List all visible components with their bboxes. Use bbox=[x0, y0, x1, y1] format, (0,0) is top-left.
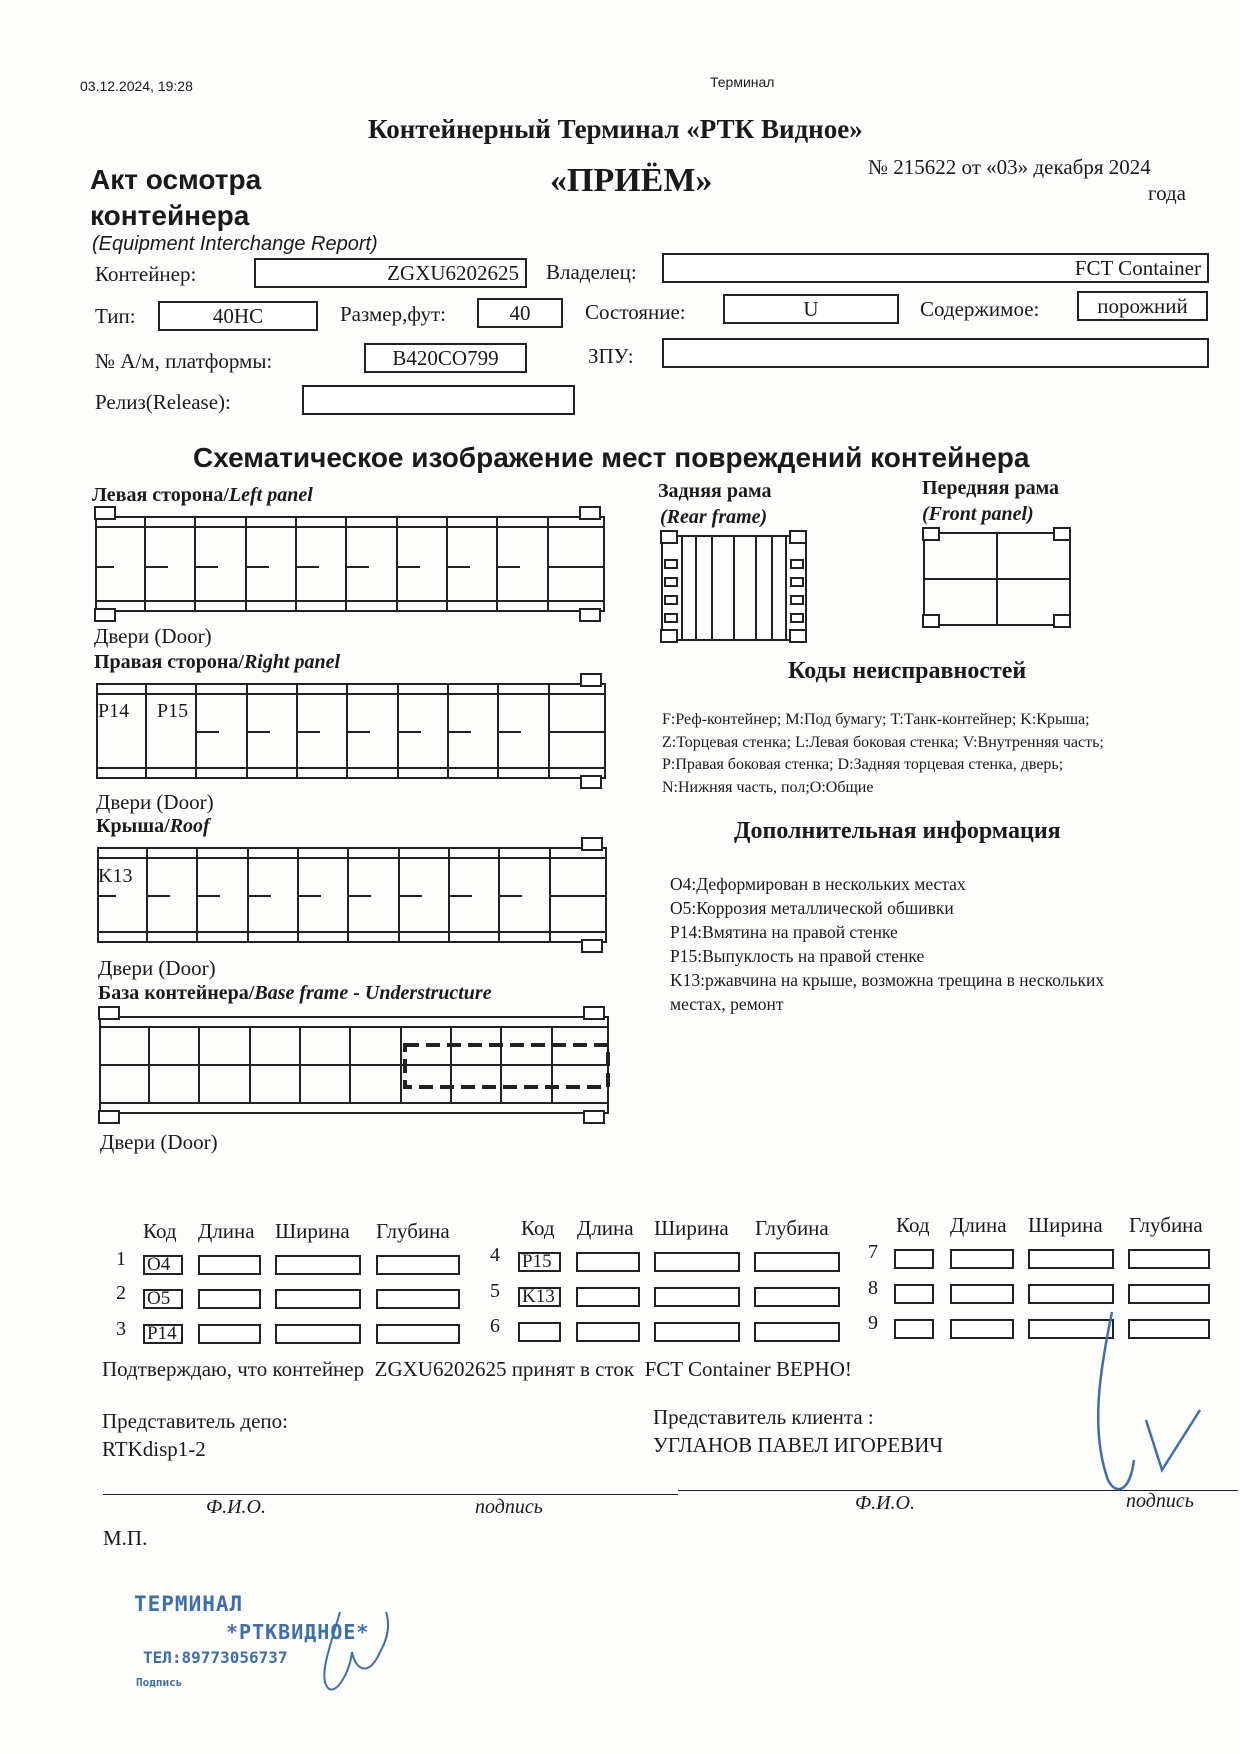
header-width: Ширина bbox=[275, 1219, 350, 1243]
vehicle-field[interactable]: В420СО799 bbox=[364, 343, 527, 373]
row-number: 5 bbox=[490, 1280, 500, 1302]
left-panel-door-label: Двери (Door) bbox=[94, 624, 212, 648]
damage-code-cell[interactable] bbox=[894, 1319, 934, 1339]
doc-subtitle: (Equipment Interchange Report) bbox=[92, 233, 378, 255]
damage-depth-cell[interactable] bbox=[754, 1322, 840, 1342]
info-line: K13:ржавчина на крыше, возможна трещина в нескольких bbox=[670, 970, 1105, 990]
damage-width-cell[interactable] bbox=[275, 1289, 361, 1309]
damage-width-cell[interactable] bbox=[1028, 1249, 1114, 1269]
row-number: 6 bbox=[490, 1315, 500, 1337]
damage-code-cell[interactable]: O4 bbox=[143, 1255, 183, 1275]
stamp-signature bbox=[310, 1592, 410, 1702]
roof-diagram bbox=[96, 836, 608, 952]
depot-fio-caption: Ф.И.О. bbox=[206, 1496, 266, 1518]
owner-field[interactable]: FCT Container bbox=[662, 253, 1209, 283]
codes-line: Z:Торцевая стенка; L:Левая боковая стенка; V:Внутренняя часть; bbox=[662, 733, 1104, 751]
damage-width-cell[interactable] bbox=[654, 1322, 740, 1342]
header-code: Код bbox=[896, 1213, 930, 1237]
info-line: P15:Выпуклость на правой стенке bbox=[670, 946, 925, 966]
client-rep-label: Представитель клиента : bbox=[653, 1405, 874, 1429]
info-title: Дополнительная информация bbox=[734, 818, 1061, 844]
info-line: O4:Деформирован в нескольких местах bbox=[670, 874, 966, 894]
damage-depth-cell[interactable] bbox=[754, 1252, 840, 1272]
print-header-title: Терминал bbox=[710, 74, 775, 90]
header-code: Код bbox=[521, 1216, 555, 1240]
seal-field[interactable] bbox=[662, 338, 1209, 368]
left-panel-title: Левая сторона/Left panel bbox=[92, 484, 313, 506]
damage-length-cell[interactable] bbox=[198, 1289, 261, 1309]
row-number: 4 bbox=[490, 1244, 500, 1266]
stamp-sign: Подпись bbox=[136, 1676, 183, 1689]
damage-depth-cell[interactable] bbox=[376, 1255, 460, 1275]
damage-code-cell[interactable]: P15 bbox=[518, 1252, 561, 1272]
row-number: 9 bbox=[868, 1312, 878, 1334]
header-length: Длина bbox=[577, 1216, 634, 1240]
right-panel-mark-p15: P15 bbox=[157, 700, 189, 722]
damage-length-cell[interactable] bbox=[950, 1249, 1014, 1269]
damage-length-cell[interactable] bbox=[576, 1287, 640, 1307]
state-label: Состояние: bbox=[585, 300, 686, 324]
damage-depth-cell[interactable] bbox=[754, 1287, 840, 1307]
codes-title: Коды неисправностей bbox=[788, 658, 1027, 684]
row-number: 7 bbox=[868, 1241, 878, 1263]
damage-code-cell[interactable]: P14 bbox=[143, 1324, 183, 1344]
roof-title: Крыша/Roof bbox=[96, 815, 210, 837]
damage-length-cell[interactable] bbox=[576, 1252, 640, 1272]
row-number: 1 bbox=[116, 1248, 126, 1270]
front-frame-title: Передняя рама bbox=[922, 477, 1060, 499]
codes-line: F:Реф-контейнер; M:Под бумагу; T:Танк-контейнер; K:Крыша; bbox=[662, 711, 1090, 728]
client-rep-name: УГЛАНОВ ПАВЕЛ ИГОРЕВИЧ bbox=[653, 1433, 944, 1457]
seal-label: ЗПУ: bbox=[588, 344, 634, 368]
base-frame-door-label: Двери (Door) bbox=[100, 1130, 218, 1154]
type-label: Тип: bbox=[95, 304, 136, 328]
info-line: O5:Коррозия металлической обшивки bbox=[670, 898, 954, 918]
codes-line: P:Правая боковая стенка; D:Задняя торцевая стенка, дверь; bbox=[662, 756, 1064, 773]
front-frame-subtitle: (Front panel) bbox=[922, 503, 1034, 525]
mode-title: «ПРИЁМ» bbox=[550, 162, 713, 199]
row-number: 8 bbox=[868, 1277, 878, 1299]
depot-signature-line bbox=[103, 1494, 678, 1495]
content-label: Содержимое: bbox=[920, 297, 1040, 321]
header-width: Ширина bbox=[654, 1216, 729, 1240]
right-panel-diagram bbox=[95, 672, 607, 788]
damage-depth-cell[interactable] bbox=[376, 1289, 460, 1309]
release-field[interactable] bbox=[302, 385, 575, 415]
print-datetime: 03.12.2024, 19:28 bbox=[80, 78, 193, 94]
type-field[interactable]: 40HC bbox=[158, 301, 318, 331]
vehicle-label: № А/м, платформы: bbox=[95, 349, 273, 373]
codes-list bbox=[662, 709, 1104, 799]
base-frame-diagram bbox=[98, 1005, 610, 1125]
info-list bbox=[670, 872, 1104, 1016]
content-field[interactable]: порожний bbox=[1077, 291, 1208, 321]
stamp-phone: ТЕЛ:89773056737 bbox=[143, 1648, 288, 1667]
doc-number: № 215622 от «03» декабря 2024 bbox=[868, 155, 1151, 179]
size-label: Размер,фут: bbox=[340, 302, 446, 326]
row-number: 3 bbox=[116, 1318, 126, 1340]
right-panel-door-label: Двери (Door) bbox=[96, 790, 214, 814]
damage-length-cell[interactable] bbox=[950, 1319, 1014, 1339]
doc-name bbox=[90, 162, 261, 234]
rear-frame-title: Задняя рама bbox=[658, 480, 772, 502]
container-field[interactable]: ZGXU6202625 bbox=[254, 258, 527, 288]
depot-signature-caption: подпись bbox=[475, 1496, 543, 1518]
right-panel-title: Правая сторона/Right panel bbox=[94, 651, 341, 673]
size-field[interactable]: 40 bbox=[477, 298, 563, 328]
right-panel-mark-p14: P14 bbox=[98, 700, 130, 722]
stamp-line-1: ТЕРМИНАЛ bbox=[134, 1592, 244, 1616]
damage-code-cell[interactable] bbox=[518, 1322, 561, 1342]
front-frame-diagram bbox=[922, 527, 1074, 631]
base-frame-title: База контейнера/Base frame - Understructure bbox=[98, 982, 492, 1004]
roof-mark-k13: K13 bbox=[98, 865, 133, 887]
left-panel-diagram bbox=[94, 505, 606, 621]
codes-line: N:Нижняя часть, пол;O:Общие bbox=[662, 778, 874, 796]
header-width: Ширина bbox=[1028, 1213, 1103, 1237]
damage-width-cell[interactable] bbox=[275, 1255, 361, 1275]
damage-code-cell[interactable] bbox=[894, 1284, 934, 1304]
info-line: местах, ремонт bbox=[670, 994, 784, 1014]
confirmation-text: Подтверждаю, что контейнер ZGXU6202625 принят в сток FCT Container ВЕРНО! bbox=[102, 1357, 852, 1381]
damage-width-cell[interactable] bbox=[654, 1252, 740, 1272]
damage-length-cell[interactable] bbox=[950, 1284, 1014, 1304]
doc-number-year: года bbox=[1148, 181, 1186, 205]
schema-title: Схематическое изображение мест повреждений контейнера bbox=[193, 442, 1030, 473]
header-depth: Глубина bbox=[755, 1216, 829, 1240]
doc-name-line-2: контейнера bbox=[90, 200, 250, 231]
state-field[interactable]: U bbox=[723, 294, 899, 324]
damage-code-cell[interactable]: O5 bbox=[143, 1289, 183, 1309]
rear-frame-diagram bbox=[660, 530, 810, 646]
damage-depth-cell[interactable] bbox=[1128, 1284, 1210, 1304]
header-depth: Глубина bbox=[1129, 1213, 1203, 1237]
depot-rep-label: Представитель депо: bbox=[102, 1409, 289, 1433]
container-label: Контейнер: bbox=[95, 262, 197, 286]
release-label: Релиз(Release): bbox=[95, 390, 231, 414]
seal-place-label: М.П. bbox=[103, 1526, 148, 1550]
damage-length-cell[interactable] bbox=[576, 1322, 640, 1342]
terminal-title: Контейнерный Терминал «РТК Видное» bbox=[368, 114, 863, 144]
header-length: Длина bbox=[198, 1219, 255, 1243]
client-fio-caption: Ф.И.О. bbox=[855, 1492, 915, 1514]
header-depth: Глубина bbox=[376, 1219, 450, 1243]
row-number: 2 bbox=[116, 1282, 126, 1304]
header-code: Код bbox=[143, 1219, 177, 1243]
damage-width-cell[interactable] bbox=[1028, 1284, 1114, 1304]
damage-length-cell[interactable] bbox=[198, 1255, 261, 1275]
owner-label: Владелец: bbox=[546, 260, 637, 284]
damage-code-cell[interactable] bbox=[894, 1249, 934, 1269]
stamp-line-2: *РТКВИДНОЕ* bbox=[226, 1620, 370, 1644]
damage-depth-cell[interactable] bbox=[1128, 1249, 1210, 1269]
client-signature bbox=[1090, 1310, 1210, 1500]
doc-name-line-1: Акт осмотра bbox=[90, 164, 262, 195]
rear-frame-subtitle: (Rear frame) bbox=[660, 506, 768, 528]
damage-code-cell[interactable]: K13 bbox=[518, 1287, 561, 1307]
depot-rep-name: RTKdisp1-2 bbox=[102, 1437, 206, 1461]
client-signature-caption: подпись bbox=[1126, 1490, 1194, 1512]
damage-width-cell[interactable] bbox=[275, 1324, 361, 1344]
info-line: P14:Вмятина на правой стенке bbox=[670, 922, 898, 942]
damage-width-cell[interactable] bbox=[654, 1287, 740, 1307]
roof-door-label: Двери (Door) bbox=[98, 956, 216, 980]
damage-length-cell[interactable] bbox=[198, 1324, 261, 1344]
header-length: Длина bbox=[950, 1213, 1007, 1237]
damage-depth-cell[interactable] bbox=[376, 1324, 460, 1344]
